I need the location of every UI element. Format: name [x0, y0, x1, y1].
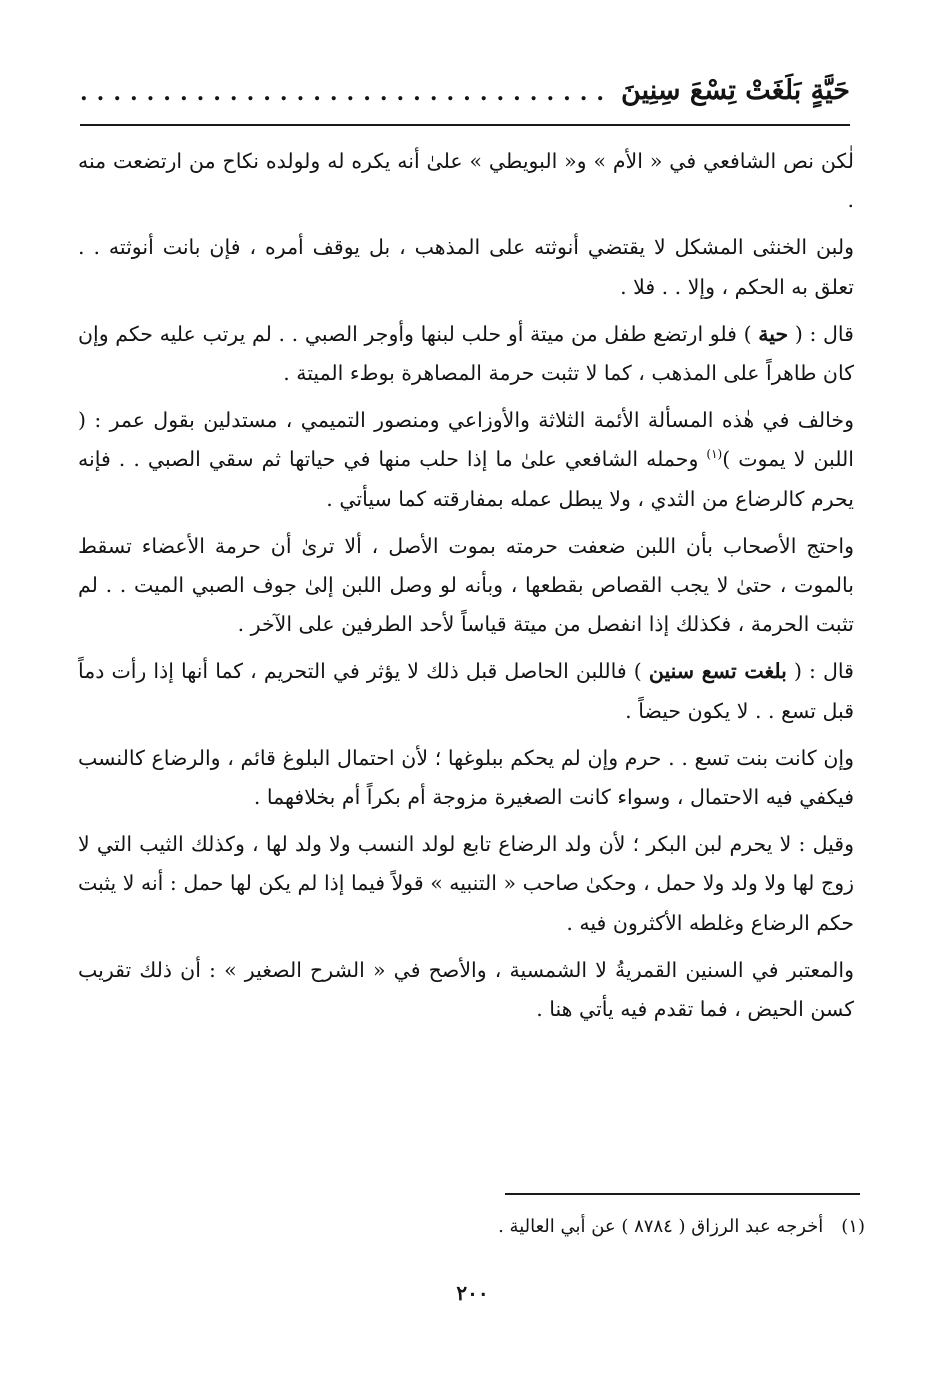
paragraph-5	[78, 527, 854, 645]
footnote-number: (١)	[841, 1216, 865, 1237]
paragraph-1	[78, 142, 854, 220]
paragraph-5-text: واحتج الأصحاب بأن اللبن ضعفت حرمته بموت الأصل ، ألا ترىٰ أن حرمة الأعضاء تسقط بالموت ، حتىٰ لا يجب القصاص بقطعها ، وبأنه لو وصل اللبن إلىٰ جوف الصبي الميت . . لم تثبت الحرمة ، فكذلك إذا انفصل من ميتة قياساً لأحد الطرفين على الآخر .	[78, 533, 854, 637]
paragraph-9	[78, 951, 854, 1029]
paragraph-2	[78, 228, 854, 306]
paragraph-6	[78, 652, 854, 730]
matn-quote-haya: حية	[758, 321, 789, 346]
paragraph-4-text: وحمله الشافعي علىٰ ما إذا حلب منها في حياتها ثم سقي الصبي . . فإنه يحرم كالرضاع من الثدي ، ولا يبطل عمله بمفارقته كما سيأتي .	[78, 447, 854, 511]
main-text	[78, 142, 854, 1037]
footnote-rule	[505, 1193, 860, 1195]
paragraph-8-text: وقيل : لا يحرم لبن البكر ؛ لأن ولد الرضاع تابع لولد النسب ولا ولد لها ، وكذلك الثيب التي لا زوج لها ولا ولد ولا حمل ، وحكىٰ صاحب « التنبيه » قولاً فيما إذا لم يكن لها حمل : أنه لا يثبت حكم الرضاع وغلطه الأكثرون فيه .	[78, 832, 854, 935]
running-head	[80, 70, 850, 110]
paragraph-4-lead: وخالف في هٰذه المسألة الأئمة الثلاثة والأوزاعي ومنصور التميمي ، مستدلين بقول عمر : ( اللبن لا يموت )	[78, 408, 854, 472]
paragraph-9-text: والمعتبر في السنين القمريةُ لا الشمسية ، والأصح في « الشرح الصغير » : أن ذلك تقريب كسن الحيض ، فما تقدم فيه يأتي هنا .	[78, 957, 854, 1022]
paragraph-1-text: لٰكن نص الشافعي في « الأم » و« البويطي » علىٰ أنه يكره له ولولده نكاح من ارتضعت منه .	[78, 149, 854, 213]
running-head-title: حَيَّةٍ بَلَغَتْ تِسْعَ سِنِينَ	[621, 74, 850, 106]
footnote-text: أخرجه عبد الرزاق ( ٨٧٨٤ ) عن أبي العالية .	[498, 1216, 824, 1237]
paragraph-3	[78, 315, 854, 393]
paragraph-7-text: وإن كانت بنت تسع . . حرم وإن لم يحكم ببلوغها ؛ لأن احتمال البلوغ قائم ، والرضاع كالنسب فيكفي فيه الاحتمال ، وسواء كانت الصغيرة مزوجة أم بكراً أم بخلافهما .	[78, 745, 854, 810]
paragraph-3-lead: قال : (	[794, 321, 854, 346]
header-rule	[80, 124, 850, 126]
page-number: ٢٠٠	[456, 1281, 489, 1305]
paragraph-3-text: ) فلو ارتضع طفل من ميتة أو حلب لبنها وأوجر الصبي . . لم يرتب عليه حكم وإن كان طاهراً على المذهب ، كما لا تثبت حرمة المصاهرة بوطء الميتة .	[78, 321, 854, 386]
paragraph-7	[78, 739, 854, 817]
paragraph-2-text: ولبن الخنثى المشكل لا يقتضي أنوثته على المذهب ، بل يوقف أمره ، فإن بانت أنوثته . . تعلق به الحكم ، وإلا . . فلا .	[78, 235, 854, 299]
matn-quote-nine-years: بلغت تسع سنين	[648, 659, 787, 684]
footnote	[165, 1213, 865, 1241]
paragraph-6-text: ) فاللبن الحاصل قبل ذلك لا يؤثر في التحريم ، كما أنها إذا رأت دماً قبل تسع . . لا يكون حيضاً .	[78, 659, 854, 723]
paragraph-6-lead: قال : (	[793, 659, 854, 684]
footnote-reference[interactable]: (١)	[706, 447, 723, 462]
paragraph-4	[78, 401, 854, 519]
paragraph-8	[78, 825, 854, 943]
running-head-leader: ................................	[80, 82, 614, 104]
